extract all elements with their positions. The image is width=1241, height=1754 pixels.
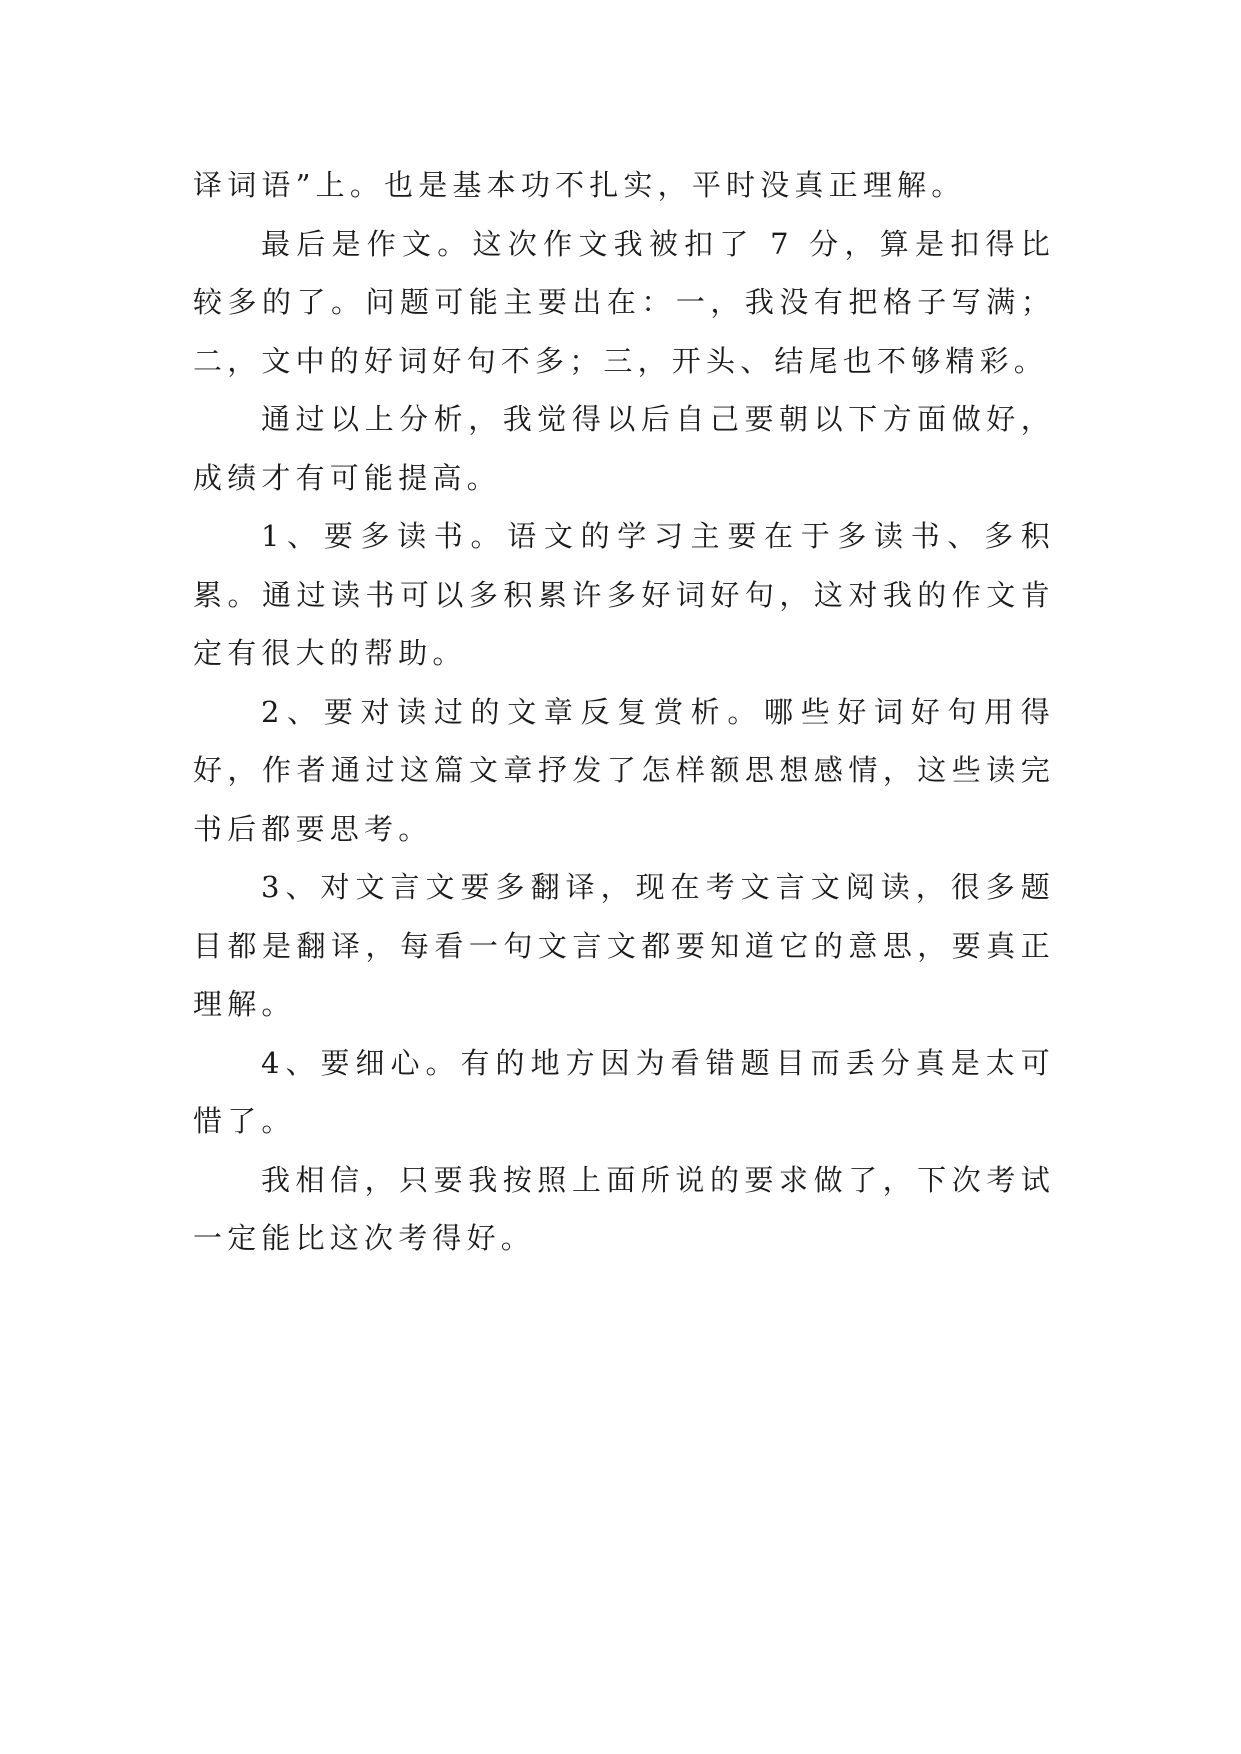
paragraph-7: 4、要细心。有的地方因为看错题目而丢分真是太可惜了。 [193, 1045, 1055, 1138]
paragraph-8: 我相信，只要我按照上面所说的要求做了，下次考试一定能比这次考得好。 [193, 1162, 1055, 1255]
paragraph-3: 通过以上分析，我觉得以后自己要朝以下方面做好，成绩才有可能提高。 [193, 402, 1055, 495]
paragraph-6: 3、对文言文要多翻译，现在考文言文阅读，很多题目都是翻译，每看一句文言文都要知道它的意思，要真正理解。 [193, 870, 1055, 1021]
document-body [193, 156, 1055, 1268]
paragraph-2: 最后是作文。这次作文我被扣了 7 分，算是扣得比较多的了。问题可能主要出在：一，我没有把格子写满；二，文中的好词好句不多；三，开头、结尾也不够精彩。 [193, 226, 1055, 378]
paragraph-5: 2、要对读过的文章反复赏析。哪些好词好句用得好，作者通过这篇文章抒发了怎样额思想感情，这些读完书后都要思考。 [193, 694, 1055, 846]
paragraph-4: 1、要多读书。语文的学习主要在于多读书、多积累。通过读书可以多积累许多好词好句，这对我的作文肯定有很大的帮助。 [193, 519, 1055, 670]
paragraph-1: 译词语”上。也是基本功不扎实，平时没真正理解。 [193, 168, 966, 202]
